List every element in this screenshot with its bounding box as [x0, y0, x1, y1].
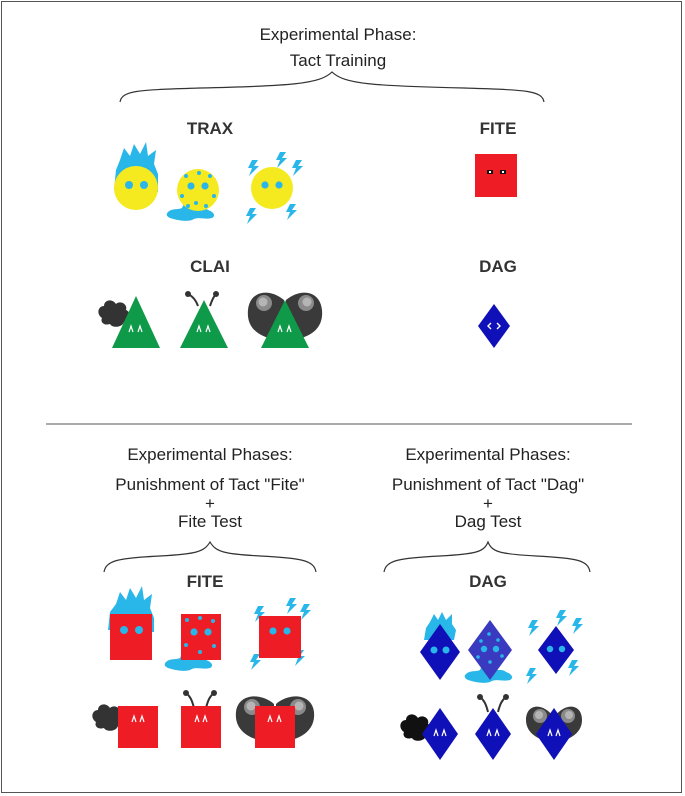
- left-phase-line1: Experimental Phases:: [127, 445, 293, 464]
- label-dag-bottom: DAG: [469, 572, 507, 591]
- fite-butterfly-figure: [236, 696, 314, 748]
- label-fite-top: FITE: [479, 119, 517, 138]
- left-brace: [104, 542, 316, 572]
- label-dag-top: DAG: [479, 257, 517, 276]
- dag-smoke-figure: [400, 708, 458, 760]
- dag-splash-figure: [465, 620, 512, 683]
- fite-smoke-figure: [92, 704, 158, 748]
- fite-splash-figure: [165, 614, 221, 671]
- trax-hair-figure: [114, 142, 158, 210]
- left-phase-plus: +: [205, 494, 215, 513]
- fite-lightning-figure: [250, 598, 311, 670]
- top-heading-line1: Experimental Phase:: [259, 25, 417, 44]
- right-brace: [384, 542, 590, 572]
- fite-hair-figure: [108, 586, 154, 660]
- dag-blue-diamond: [478, 304, 510, 348]
- right-phase-line2: Punishment of Tact "Dag": [391, 475, 585, 494]
- left-phase-line3: Fite Test: [178, 512, 242, 531]
- dag-butterfly-figure: [526, 707, 582, 760]
- label-fite-bottom: FITE: [186, 572, 224, 591]
- top-brace: [120, 72, 544, 102]
- clai-antenna-figure: [180, 291, 228, 348]
- dag-lightning-figure: [526, 610, 583, 684]
- right-phase-plus: +: [483, 494, 493, 513]
- dag-antenna-figure: [475, 694, 511, 760]
- right-phase-line3: Dag Test: [454, 512, 522, 531]
- fite-red-square: [475, 154, 517, 197]
- fite-antenna-figure: [181, 690, 221, 748]
- clai-butterfly-figure: [248, 293, 322, 348]
- label-clai: CLAI: [190, 257, 230, 276]
- left-phase-line2: Punishment of Tact "Fite": [115, 475, 305, 494]
- right-phase-line1: Experimental Phases:: [405, 445, 571, 464]
- top-heading-line2: Tact Training: [289, 51, 387, 70]
- trax-lightning-figure: [246, 152, 303, 224]
- label-trax: TRAX: [186, 119, 234, 138]
- dag-hair-figure: [420, 612, 460, 680]
- clai-smoke-figure: [98, 296, 160, 348]
- trax-splash-figure: [167, 169, 219, 221]
